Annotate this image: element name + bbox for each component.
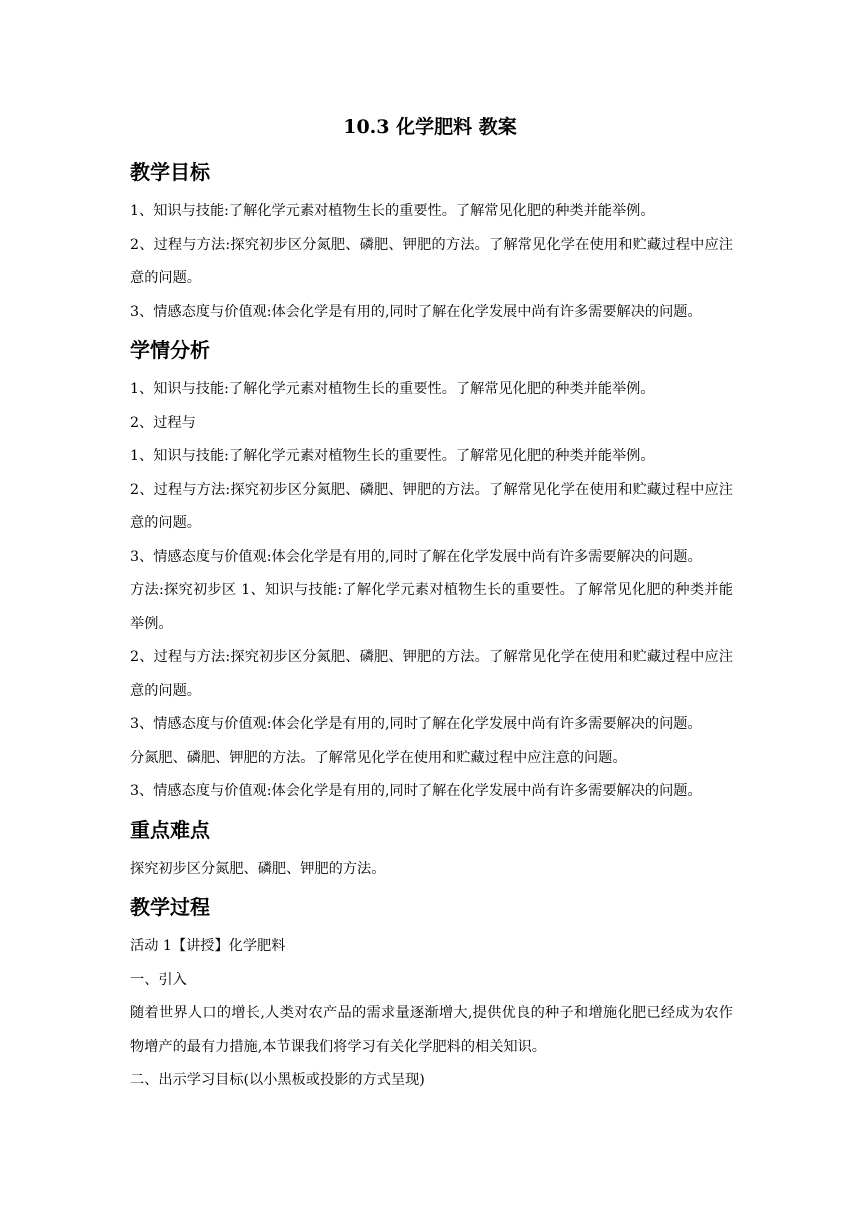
section-teaching-goals [130, 158, 733, 329]
document-title: 10.3 化学肥料 教案 [343, 116, 517, 138]
section-key-difficulties [130, 816, 733, 887]
paragraph: 活动 1【讲授】化学肥料 [130, 938, 286, 954]
paragraph: 1、知识与技能:了解化学元素对植物生长的重要性。了解常见化肥的种类并能举例。 [130, 381, 655, 397]
paragraph: 2、过程与方法:探究初步区分氮肥、磷肥、钾肥的方法。了解常见化学在使用和贮藏过程中应注意的问题。 [130, 236, 733, 286]
paragraph: 2、过程与方法:探究初步区分氮肥、磷肥、钾肥的方法。了解常见化学在使用和贮藏过程中应注意的问题。 [130, 481, 733, 531]
paragraph: 3、情感态度与价值观:体会化学是有用的,同时了解在化学发展中尚有许多需要解决的问题。 [130, 303, 702, 320]
paragraph: 3、情感态度与价值观:体会化学是有用的,同时了解在化学发展中尚有许多需要解决的问题。 [130, 716, 702, 732]
section-heading: 学情分析 [130, 338, 210, 362]
paragraph: 3、情感态度与价值观:体会化学是有用的,同时了解在化学发展中尚有许多需要解决的问题。 [130, 548, 702, 565]
section-learner-analysis [130, 336, 733, 809]
paragraph: 2、过程与方法:探究初步区分氮肥、磷肥、钾肥的方法。了解常见化学在使用和贮藏过程中应注意的问题。 [130, 649, 733, 699]
section-heading: 重点难点 [130, 817, 210, 842]
paragraph: 分氮肥、磷肥、钾肥的方法。了解常见化学在使用和贮藏过程中应注意的问题。 [130, 749, 627, 766]
section-teaching-process [130, 893, 733, 1098]
paragraph: 方法:探究初步区 1、知识与技能:了解化学元素对植物生长的重要性。了解常见化肥的种类并能举例。 [130, 582, 733, 632]
paragraph: 一、引入 [130, 971, 187, 988]
section-heading: 教学过程 [130, 895, 210, 919]
paragraph: 探究初步区分氮肥、磷肥、钾肥的方法。 [130, 860, 386, 877]
section-heading: 教学目标 [130, 160, 210, 184]
paragraph: 1、知识与技能:了解化学元素对植物生长的重要性。了解常见化肥的种类并能举例。 [130, 203, 655, 219]
paragraph: 随着世界人口的增长,人类对农产品的需求量逐渐增大,提供优良的种子和增施化肥已经成为农作物增产的最有力措施,本节课我们将学习有关化学肥料的相关知识。 [130, 1005, 733, 1055]
paragraph: 2、过程与 [130, 414, 196, 431]
paragraph: 二、出示学习目标(以小黑板或投影的方式呈现) [130, 1072, 425, 1088]
document-body [130, 158, 733, 1098]
paragraph: 1、知识与技能:了解化学元素对植物生长的重要性。了解常见化肥的种类并能举例。 [130, 448, 655, 464]
paragraph: 3、情感态度与价值观:体会化学是有用的,同时了解在化学发展中尚有许多需要解决的问题。 [130, 783, 702, 799]
